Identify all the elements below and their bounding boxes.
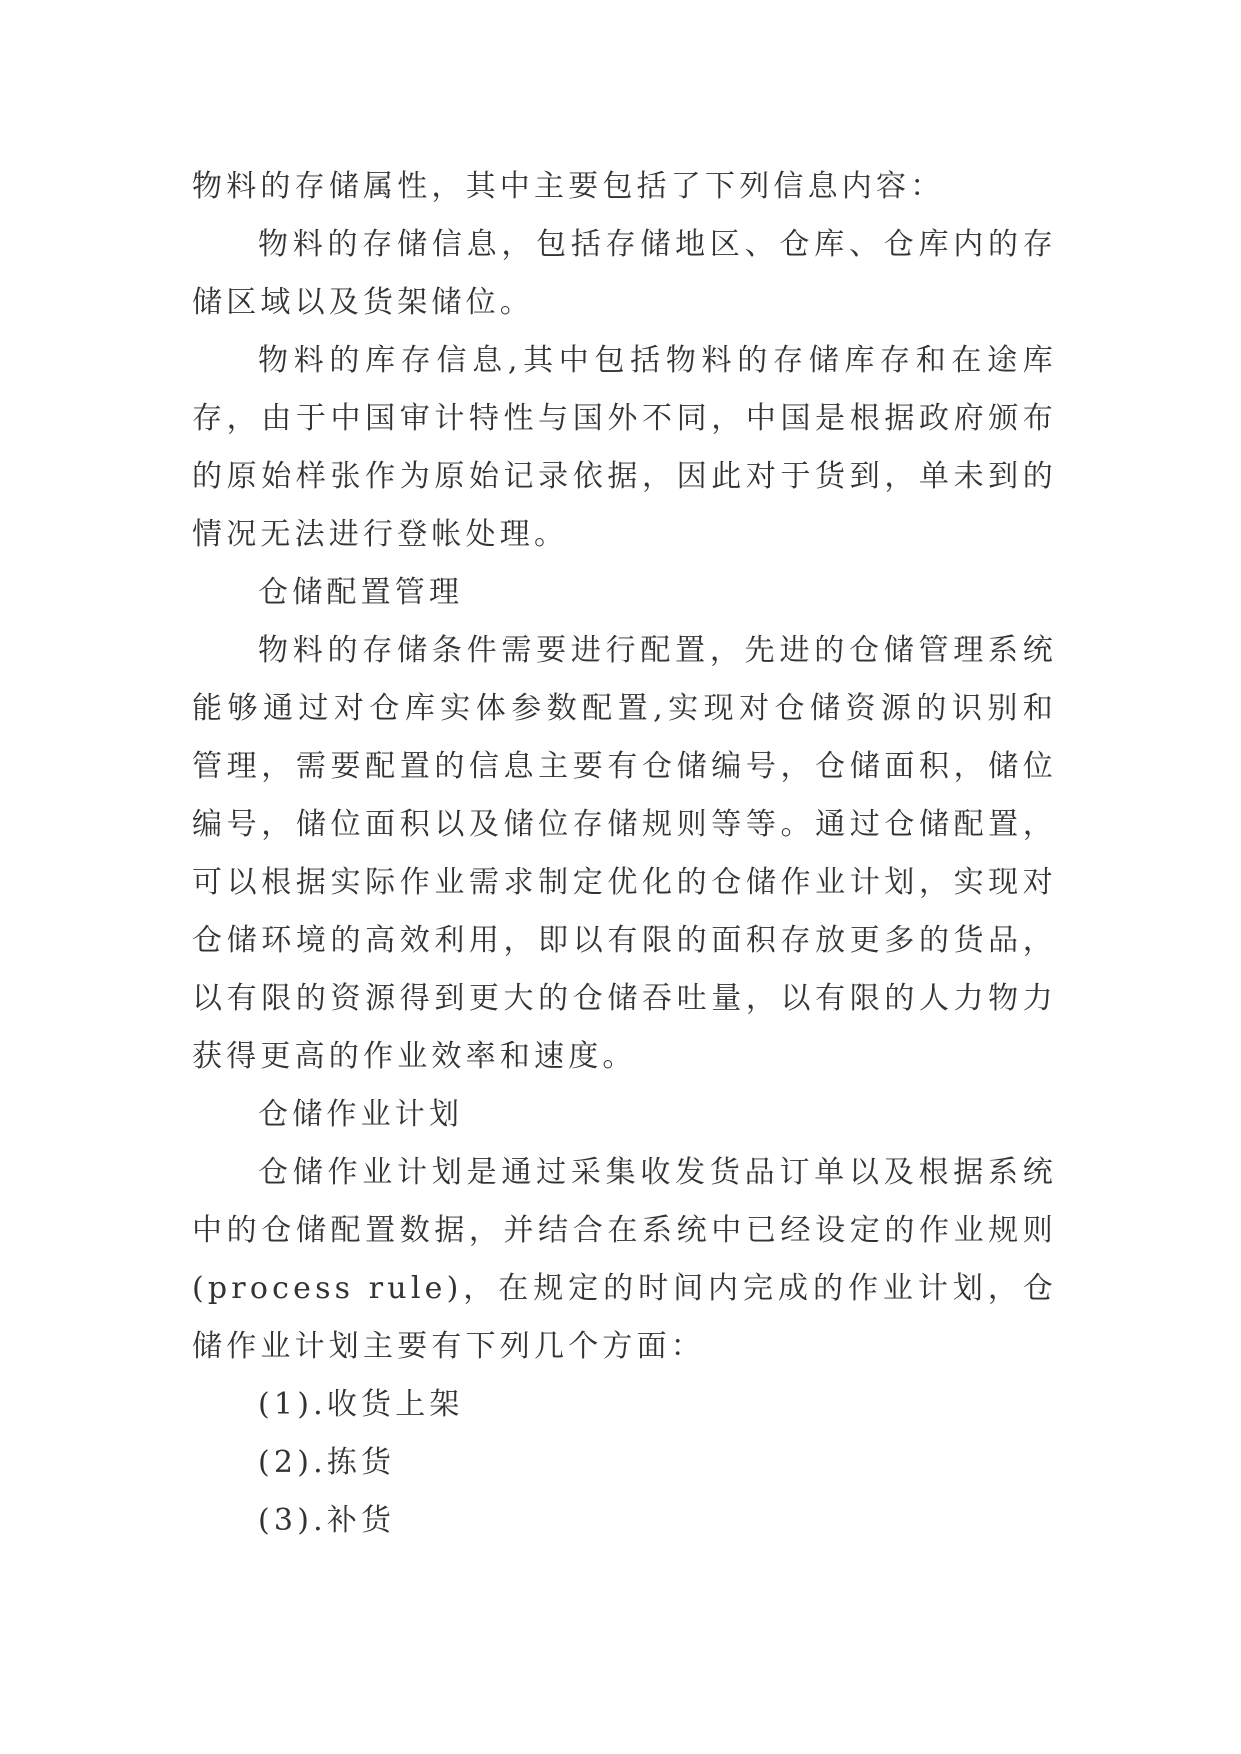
- heading-storage-config: 仓储配置管理: [258, 575, 464, 610]
- paragraph-storage-attributes: 物料的存储属性，其中主要包括了下列信息内容：: [192, 169, 945, 204]
- list-item-receiving: (1).收货上架: [258, 1387, 464, 1422]
- paragraph-inventory-info: 物料的库存信息,其中包括物料的存储库存和在途库存，由于中国审计特性与国外不同，中国是根据政府颁布的原始样张作为原始记录依据，因此对于货到，单未到的情况无法进行登帐处理。: [192, 343, 1057, 552]
- list-item-replenishment: (3).补货: [258, 1503, 396, 1538]
- paragraph-storage-config: 物料的存储条件需要进行配置，先进的仓储管理系统能够通过对仓库实体参数配置,实现对仓储资源的识别和管理，需要配置的信息主要有仓储编号，仓储面积，储位编号，储位面积以及储位存储规则等等。通过仓储配置，可以根据实际作业需求制定优化的仓储作业计划，实现对仓储环境的高效利用，即以有限的面积存放更多的货品，以有限的资源得到更大的仓储吞吐量，以有限的人力物力获得更高的作业效率和速度。: [192, 633, 1057, 1074]
- paragraph-storage-plan: 仓储作业计划是通过采集收发货品订单以及根据系统中的仓储配置数据，并结合在系统中已经设定的作业规则(process rule)，在规定的时间内完成的作业计划，仓储作业计划主要有下列几个方面：: [192, 1155, 1057, 1364]
- heading-storage-plan: 仓储作业计划: [258, 1097, 464, 1132]
- paragraph-storage-info: 物料的存储信息，包括存储地区、仓库、仓库内的存储区域以及货架储位。: [192, 227, 1057, 320]
- list-item-picking: (2).拣货: [258, 1445, 396, 1480]
- document-body: [192, 158, 1057, 1550]
